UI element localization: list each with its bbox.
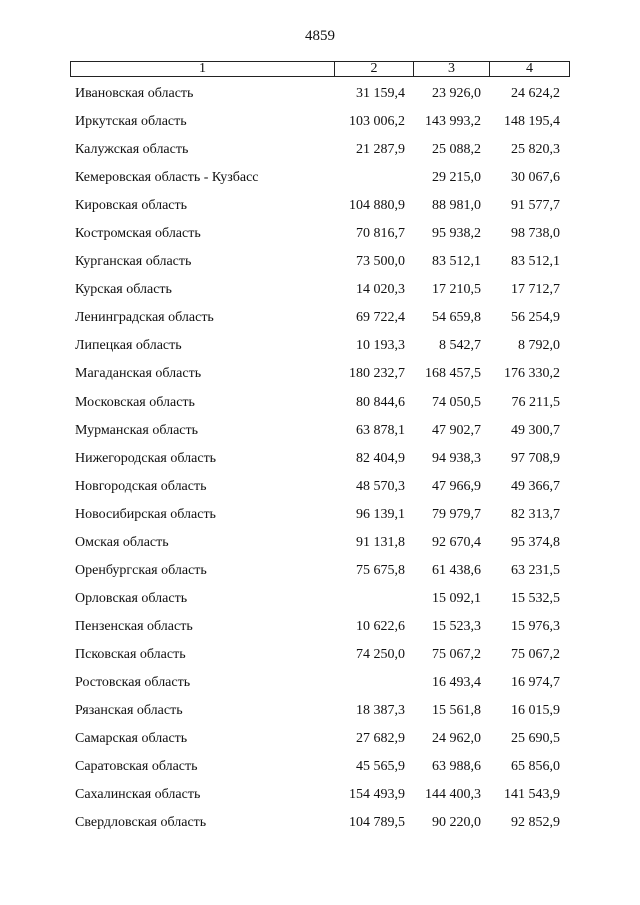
table-row	[70, 80, 570, 108]
table-row	[70, 389, 570, 417]
value-col3-cell: 15 561,8	[432, 703, 481, 719]
table-row	[70, 725, 570, 753]
value-col2-cell: 31 159,4	[356, 86, 405, 102]
value-col4-cell: 65 856,0	[511, 759, 560, 775]
value-col4-cell: 91 577,7	[511, 198, 560, 214]
value-col4-cell: 95 374,8	[511, 534, 560, 550]
value-col3-cell: 47 966,9	[432, 478, 481, 494]
value-col4-cell: 25 690,5	[511, 731, 560, 747]
value-col2-cell: 91 131,8	[356, 534, 405, 550]
region-name-cell: Курская область	[75, 282, 172, 298]
column-header-2: 2	[334, 62, 413, 76]
value-col2-cell: 104 880,9	[349, 198, 405, 214]
value-col4-cell: 92 852,9	[511, 815, 560, 831]
region-name-cell: Саратовская область	[75, 759, 198, 775]
region-name-cell: Ивановская область	[75, 86, 194, 102]
value-col4-cell: 49 366,7	[511, 478, 560, 494]
region-name-cell: Кемеровская область - Кузбасс	[75, 170, 259, 186]
value-col2-cell: 10 193,3	[356, 338, 405, 354]
value-col3-cell: 15 523,3	[432, 618, 481, 634]
region-name-cell: Ростовская область	[75, 675, 191, 690]
value-col2-cell: 18 387,3	[356, 703, 405, 719]
table-row	[70, 613, 570, 641]
value-col2-cell: 75 675,8	[356, 562, 405, 578]
value-col4-cell: 98 738,0	[511, 226, 560, 242]
value-col3-cell: 90 220,0	[432, 815, 481, 831]
value-col3-cell: 143 993,2	[425, 114, 481, 130]
table-row	[70, 220, 570, 248]
value-col4-cell: 176 330,2	[504, 366, 560, 382]
value-col4-cell: 17 712,7	[511, 282, 560, 298]
value-col3-cell: 168 457,5	[425, 366, 481, 382]
table-row	[70, 501, 570, 529]
table-row	[70, 669, 570, 697]
table-row	[70, 697, 570, 725]
table-row	[70, 136, 570, 164]
value-col2-cell: 10 622,6	[356, 618, 405, 634]
value-col4-cell: 97 708,9	[511, 450, 560, 466]
value-col4-cell: 8 792,0	[518, 338, 560, 354]
table-row	[70, 781, 570, 809]
value-col2-cell: 45 565,9	[356, 759, 405, 775]
value-col4-cell: 56 254,9	[511, 310, 560, 326]
value-col2-cell: 27 682,9	[356, 731, 405, 747]
value-col2-cell: 70 816,7	[356, 226, 405, 242]
value-col3-cell: 94 938,3	[432, 450, 481, 466]
table-row	[70, 276, 570, 304]
table-row	[70, 809, 570, 837]
region-name-cell: Рязанская область	[75, 703, 183, 719]
value-col2-cell: 82 404,9	[356, 450, 405, 466]
value-col4-cell: 63 231,5	[511, 562, 560, 578]
region-name-cell: Московская область	[75, 394, 195, 410]
value-col4-cell: 15 976,3	[511, 618, 560, 634]
table-row	[70, 164, 570, 192]
value-col2-cell: 103 006,2	[349, 114, 405, 130]
region-name-cell: Иркутская область	[75, 114, 187, 130]
region-name-cell: Новгородская область	[75, 478, 207, 494]
value-col4-cell: 30 067,6	[511, 170, 560, 186]
value-col3-cell: 8 542,7	[439, 338, 481, 354]
table-row	[70, 641, 570, 669]
table-row	[70, 360, 570, 388]
value-col4-cell: 141 543,9	[504, 787, 560, 803]
region-name-cell: Калужская область	[75, 142, 189, 158]
region-name-cell: Ленинградская область	[75, 310, 214, 326]
table-header	[70, 61, 570, 77]
table-row	[70, 557, 570, 585]
region-name-cell: Псковская область	[75, 646, 186, 662]
table-row	[70, 108, 570, 136]
value-col4-cell: 75 067,2	[511, 646, 560, 662]
value-col3-cell: 75 067,2	[432, 646, 481, 662]
table-row	[70, 248, 570, 276]
column-header-1: 1	[199, 61, 206, 76]
value-col2-cell: 80 844,6	[356, 394, 405, 410]
region-name-cell: Липецкая область	[75, 338, 182, 354]
value-col4-cell: 49 300,7	[511, 422, 560, 438]
region-name-cell: Кировская область	[75, 198, 188, 214]
value-col2-cell: 73 500,0	[356, 254, 405, 270]
table-row	[70, 585, 570, 613]
value-col3-cell: 88 981,0	[432, 198, 481, 214]
value-col3-cell: 61 438,6	[432, 562, 481, 578]
value-col3-cell: 83 512,1	[432, 254, 481, 270]
value-col4-cell: 83 512,1	[511, 254, 560, 270]
value-col3-cell: 79 979,7	[432, 506, 481, 522]
value-col3-cell: 144 400,3	[425, 787, 481, 803]
region-name-cell: Новосибирская область	[75, 506, 216, 522]
region-name-cell: Пензенская область	[75, 618, 193, 634]
table-row	[70, 529, 570, 557]
value-col2-cell: 21 287,9	[356, 142, 405, 158]
region-name-cell: Орловская область	[75, 590, 188, 606]
value-col3-cell: 23 926,0	[432, 86, 481, 102]
region-name-cell: Костромская область	[75, 226, 201, 242]
value-col3-cell: 15 092,1	[432, 590, 481, 606]
value-col4-cell: 148 195,4	[504, 114, 560, 130]
value-col2-cell: 96 139,1	[356, 506, 405, 522]
table-row	[70, 332, 570, 360]
value-col3-cell: 92 670,4	[432, 534, 481, 550]
table-row	[70, 753, 570, 781]
value-col4-cell: 76 211,5	[511, 394, 560, 410]
value-col4-cell: 25 820,3	[511, 142, 560, 158]
region-name-cell: Магаданская область	[75, 366, 202, 382]
region-name-cell: Нижегородская область	[75, 450, 217, 466]
value-col2-cell: 74 250,0	[356, 646, 405, 662]
value-col2-cell: 180 232,7	[349, 366, 405, 382]
region-name-cell: Омская область	[75, 534, 169, 550]
value-col3-cell: 24 962,0	[432, 731, 481, 747]
value-col4-cell: 16 015,9	[511, 703, 560, 719]
value-col2-cell: 63 878,1	[356, 422, 405, 438]
region-name-cell: Самарская область	[75, 731, 188, 747]
value-col4-cell: 15 532,5	[511, 590, 560, 606]
region-name-cell: Курганская область	[75, 254, 192, 270]
region-name-cell: Сахалинская область	[75, 787, 201, 803]
value-col4-cell: 16 974,7	[511, 675, 560, 690]
value-col3-cell: 25 088,2	[432, 142, 481, 158]
table-body	[70, 80, 570, 837]
value-col4-cell: 82 313,7	[511, 506, 560, 522]
column-header-3: 3	[413, 62, 489, 76]
value-col4-cell: 24 624,2	[511, 86, 560, 102]
value-col3-cell: 17 210,5	[432, 282, 481, 298]
value-col3-cell: 54 659,8	[432, 310, 481, 326]
value-col2-cell: 14 020,3	[356, 282, 405, 298]
page-number: 4859	[305, 28, 335, 44]
column-header-4: 4	[489, 62, 569, 76]
value-col3-cell: 47 902,7	[432, 422, 481, 438]
table-row	[70, 417, 570, 445]
region-name-cell: Свердловская область	[75, 815, 207, 831]
value-col3-cell: 63 988,6	[432, 759, 481, 775]
value-col2-cell: 69 722,4	[356, 310, 405, 326]
value-col2-cell: 48 570,3	[356, 478, 405, 494]
table-row	[70, 192, 570, 220]
value-col3-cell: 95 938,2	[432, 226, 481, 242]
table-row	[70, 304, 570, 332]
value-col3-cell: 29 215,0	[432, 170, 481, 186]
value-col3-cell: 74 050,5	[432, 394, 481, 410]
table-row	[70, 445, 570, 473]
value-col2-cell: 154 493,9	[349, 787, 405, 803]
value-col3-cell: 16 493,4	[432, 675, 481, 690]
table-row	[70, 473, 570, 501]
value-col2-cell: 104 789,5	[349, 815, 405, 831]
region-name-cell: Мурманская область	[75, 422, 199, 438]
region-name-cell: Оренбургская область	[75, 562, 207, 578]
